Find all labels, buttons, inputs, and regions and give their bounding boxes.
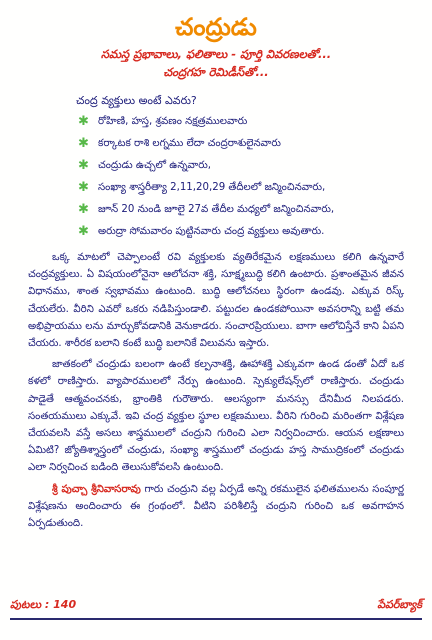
paragraph: జాతకంలో చంద్రుడు బలంగా ఉంటే కల్పనాశక్తి, ఊహాశక్తి ఎక్కువగా ఉండ డంతో ఏదో ఒక కళలో రాణిస్తారు. వ్యాపారములలో నేర్పు ఉంటుంది. స్పెక్యులేషన్స్‌లో రాణిస్తారు. చంద్రుడు పాడైతే ఆత్మవంచనకు, భ్రాంతికి గురౌతారు. ఆలస్యంగా మనస్సు దేనిమీద నిలపడరు. సంతయములు ఎక్కువే. ఇవి చంద్ర వ్యక్తుల స్థూల లక్షణములు. వీరిని గురించి మరింతగా విశ్లేషణ చేయవలసి వస్తే అసలు శాస్త్రములలో చంద్రుని గురించి ఎలా నిర్వచించారు. ఆయన లక్షణాలు ఏమిటి? జ్యోతిశ్శాస్త్రంలో చంద్రుడు, సంఖ్యా శాస్త్రములో చంద్రుడు హస్త సాముద్రికంలో చంద్రుడు ఎలా నిర్వచించ బడింది తెలుసుకోవలసి ఉంటుంది. [28, 359, 404, 474]
paragraph-text: గారు చంద్రుని వల్ల ఏర్పడే అన్ని రకములైన ఫలితములను సంపూర్ణ విశ్లేషణను అందించారు ఈ గ్రంథంలో. వీటిని పరిశీలిస్తే చంద్రుని గురించి ఒక అవగాహన ఏర్పడుతుంది. [28, 483, 404, 530]
list-item-text: రోహిణి, హస్త, శ్రవణం నక్షత్రములవారు [98, 116, 248, 127]
paragraph: ఒక్క మాటలో చెప్పాలంటే రవి వ్యక్తులకు వ్యతిరేకమైన లక్షణములు కలిగి ఉన్నవారే చంద్రవ్యక్తులు. ఏ విషయంలోనైనా ఆలోచనా శక్తి, సూక్ష్మబుద్ధి కలిగి ఉంటారు. ప్రశాంతమైన జీవన విధానము, శాంత స్వభావము ఉంటుంది. బుద్ధి ఆలోచనలు స్థిరంగా ఉండవు. ఎక్కువ రిస్క్ చేయలేరు. వీరిని ఎవరో ఒకరు నడిపిస్తుండాలి. పట్టుదల ఉండకపోయినా అవసరాన్ని బట్టి తమ అభిప్రాయము లను మార్చుకోవడానికి వెనుకాడరు. సంచారప్రియులు. బాగా ఆలోచిస్తేనే కాని ఏపని చేయరు. శారీరక బలాని కంటే బుద్ధి బలానికే విలువను ఇస్తారు. [28, 252, 404, 350]
body-text [28, 249, 404, 532]
author-name: శ్రీ పుచ్చా శ్రీనివాసరావు [52, 483, 141, 495]
page-title: చంద్రుడు [175, 13, 257, 41]
subtitle: సమస్త ప్రభావాలు, ఫలితాలు - పూర్తి వివరణలతో... [100, 47, 332, 61]
list-item-text: చంద్రుడు ఉచ్చలో ఉన్నవారు, [98, 160, 211, 171]
list-item-text: జూన్ 20 నుండి జూలై 27వ తేదీల మధ్యలో జన్మించినవారు, [98, 204, 335, 215]
list-item [78, 221, 404, 243]
list-item [78, 177, 404, 199]
list-item [78, 111, 404, 133]
star-bullet-icon: ✱ [78, 224, 89, 239]
book-format: పేపర్‌బ్యాక్ [377, 598, 422, 611]
list-item-text: సంఖ్యా శాస్త్రరీత్యా 2,11,20,29 తేదీలలో జన్మించినవారు, [98, 182, 326, 193]
page-footer [10, 598, 422, 620]
page-count: పుటలు : 140 [10, 598, 77, 611]
question-heading: చంద్ర వ్యక్తులు అంటే ఎవరు? [76, 94, 197, 107]
list-item [78, 199, 404, 221]
list-item [78, 155, 404, 177]
star-bullet-icon: ✱ [78, 158, 89, 173]
star-bullet-icon: ✱ [78, 180, 89, 195]
star-bullet-icon: ✱ [78, 202, 89, 217]
star-bullet-icon: ✱ [78, 114, 89, 129]
list-item-text: అరుద్రా సోమవారం పుట్టినవారు చంద్ర వ్యక్తులు అవుతారు. [98, 226, 325, 237]
list-item [78, 133, 404, 155]
criteria-list [28, 111, 404, 243]
star-bullet-icon: ✱ [78, 136, 89, 151]
list-item-text: కర్కాటక రాశి లగ్నము లేదా చంద్రరాశులైనవారు [98, 138, 281, 149]
paragraph-author [28, 481, 404, 533]
subtitle-remedies: చంద్రగహ రెమిడీస్‌తో... [163, 65, 269, 79]
